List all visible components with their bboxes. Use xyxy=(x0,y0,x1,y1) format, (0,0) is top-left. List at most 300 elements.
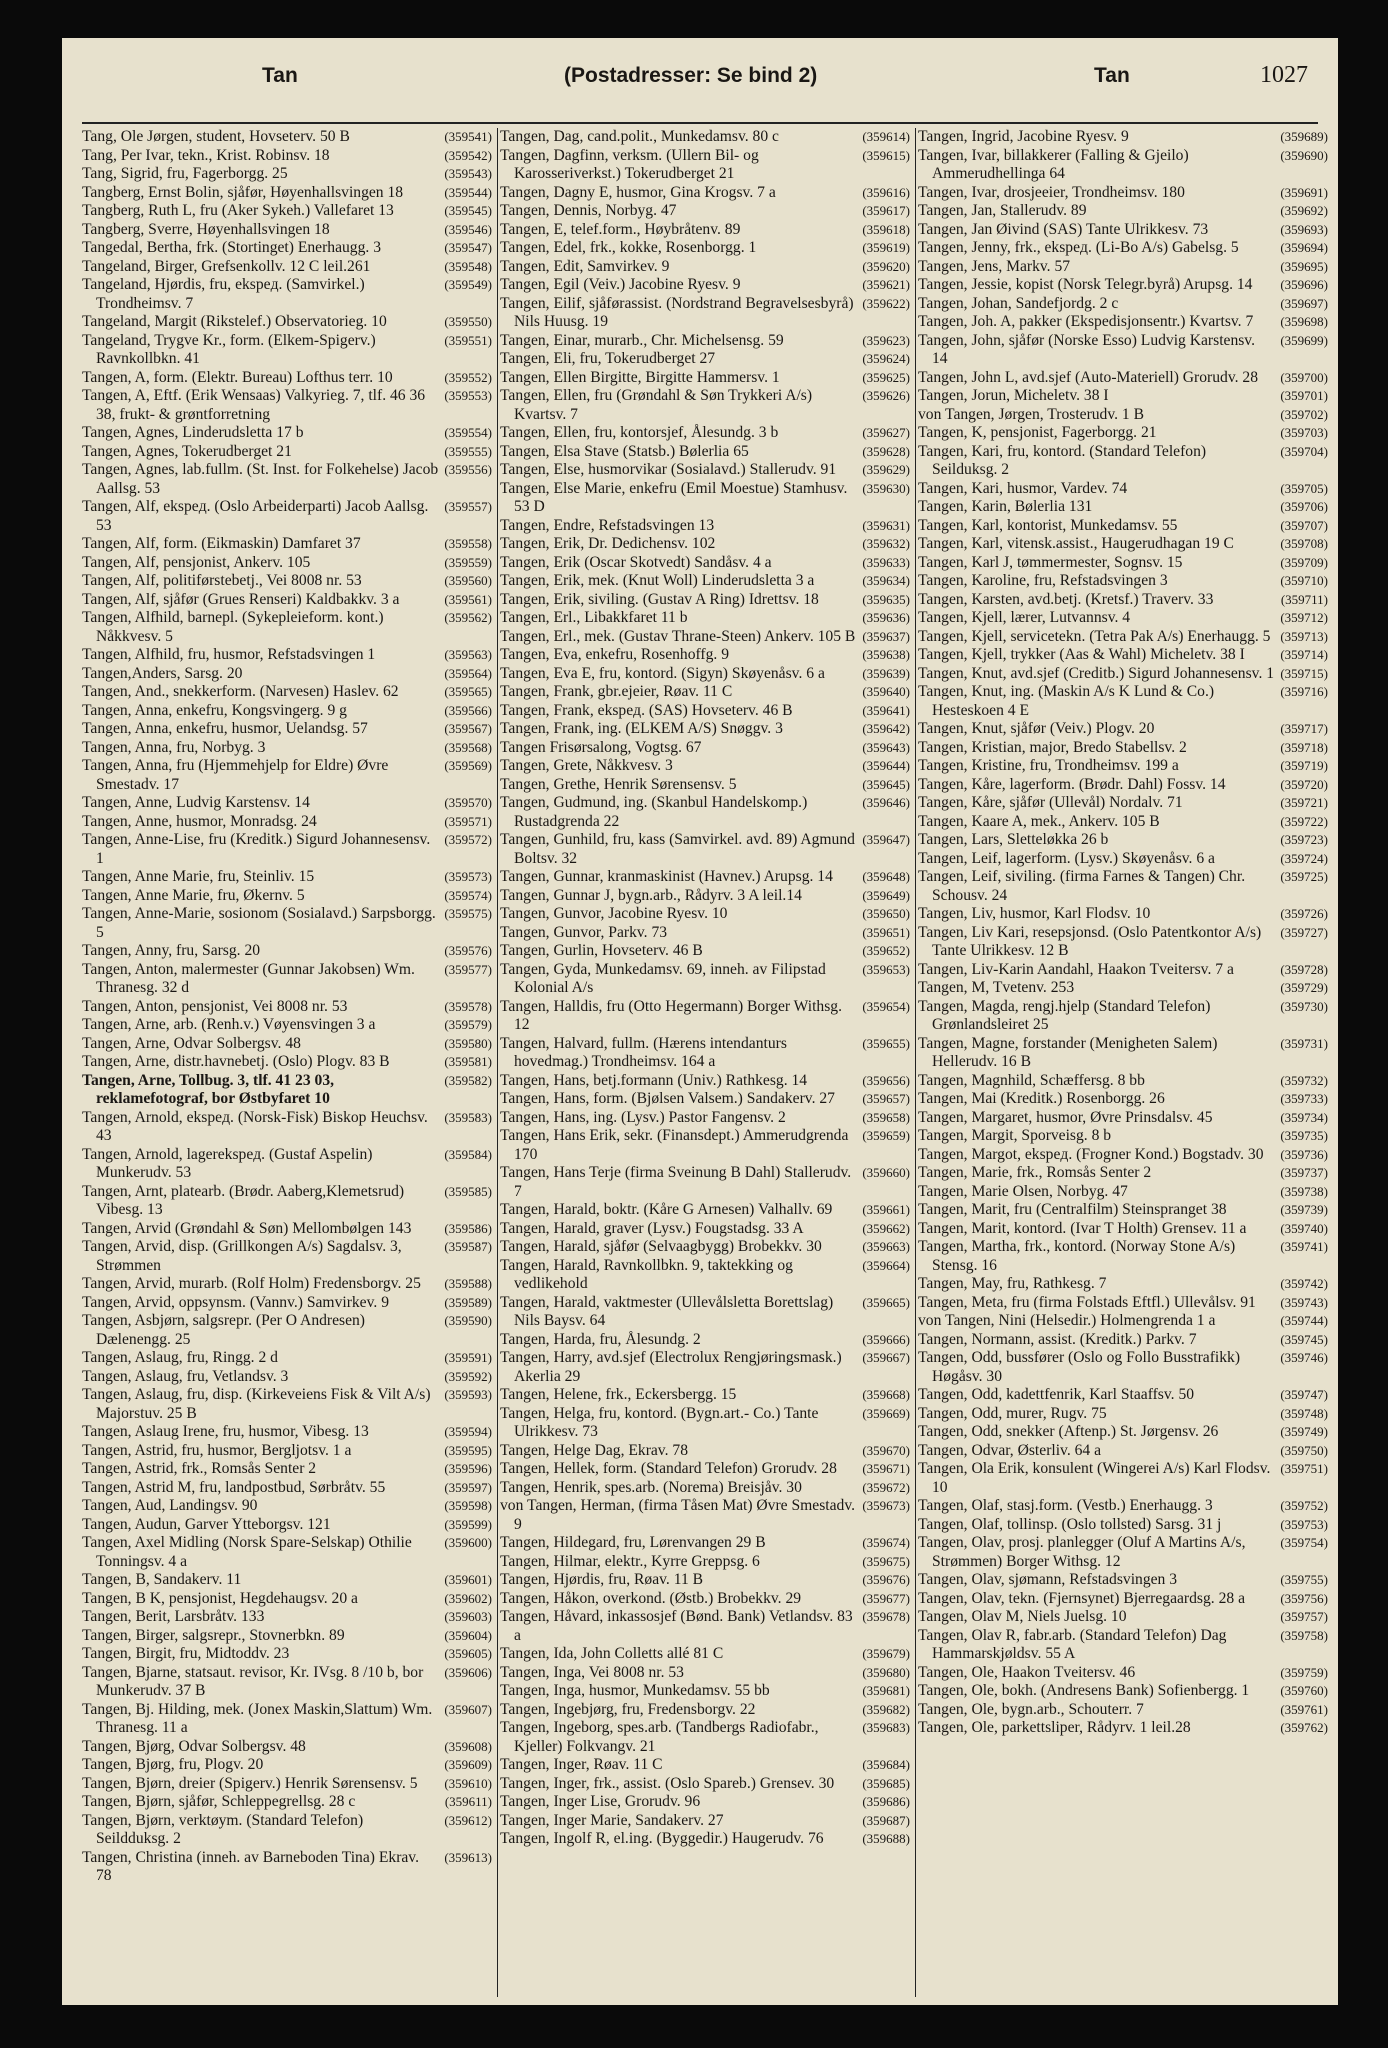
listing-entry xyxy=(500,702,910,721)
entry-text: Tangen, Olav M, Niels Juelsg. 10 xyxy=(918,1608,1127,1625)
listing-entry xyxy=(918,443,1328,480)
entry-number: (359542) xyxy=(444,147,492,163)
entry-text: Tangen, Anna, fru, Norbyg. 3 xyxy=(82,738,266,756)
entry-number: (359667) xyxy=(862,1350,910,1365)
listing-entry xyxy=(918,905,1328,924)
listing-entry xyxy=(500,147,910,184)
listing-entry xyxy=(500,1664,910,1683)
entry-number: (359588) xyxy=(444,1276,492,1291)
listing-entry xyxy=(918,258,1328,277)
entry-number: (359579) xyxy=(444,1017,492,1032)
entry-number: (359690) xyxy=(1280,147,1328,163)
entry-number: (359589) xyxy=(444,1294,492,1310)
listing-entry xyxy=(918,1497,1328,1516)
listing-entry xyxy=(500,1405,910,1442)
entry-number: (359663) xyxy=(862,1239,910,1254)
header-right-keyword: Tan xyxy=(1094,64,1130,87)
listing-entry xyxy=(500,1553,910,1572)
entry-number: (359670) xyxy=(862,1442,910,1458)
entry-number: (359586) xyxy=(444,1220,492,1236)
listing-entry xyxy=(918,1664,1328,1683)
entry-number: (359612) xyxy=(444,1812,492,1828)
entry-number: (359552) xyxy=(444,369,492,385)
entry-text: Tangen, Gyda, Munkedamsv. 69, inneh. av Filipstad Kolonial A/s xyxy=(500,960,826,996)
entry-number: (359662) xyxy=(862,1220,910,1236)
entry-text: Tangen, Inga, husmor, Munkedamsv. 55 bb xyxy=(500,1682,770,1699)
listing-entry xyxy=(918,1405,1328,1424)
entry-text: Tangen, Astrid, fru, husmor, Bergljotsv. 1 a xyxy=(82,1441,352,1459)
entry-text: Tangen, Jan Øivind (SAS) Tante Ulrikkesv. 73 xyxy=(918,220,1209,238)
listing-entry xyxy=(82,1109,492,1146)
entry-text: Tangen, Johan, Sandefjordg. 2 c xyxy=(918,294,1119,312)
entry-number: (359604) xyxy=(444,1627,492,1643)
entry-number: (359762) xyxy=(1280,1720,1328,1735)
listing-entry xyxy=(82,1812,492,1849)
entry-text: Tangen, Ingrid, Jacobine Ryesv. 9 xyxy=(918,128,1129,145)
entry-number: (359591) xyxy=(444,1350,492,1365)
listing-entry xyxy=(918,1701,1328,1720)
entry-number: (359751) xyxy=(1280,1461,1328,1476)
entry-text: Tangen, Odd, kadettfenrik, Karl Staaffsv. 50 xyxy=(918,1386,1195,1403)
entry-text: Tangen, Anna, enkefru, Kongsvingerg. 9 g xyxy=(82,701,347,719)
listing-entry xyxy=(918,591,1328,610)
listing-entry xyxy=(918,1682,1328,1701)
entry-number: (359649) xyxy=(862,887,910,903)
entry-text: Tangen, Jan, Stallerudv. 89 xyxy=(918,202,1087,219)
listing-entry xyxy=(918,572,1328,591)
entry-text: Tangen, Gudmund, ing. (Skanbul Handelskomp.) Rustadgrenda 22 xyxy=(500,794,808,830)
listing-entry xyxy=(82,961,492,998)
listing-entry xyxy=(500,1331,910,1350)
listing-column-2 xyxy=(500,128,910,1997)
entry-text: Tangen, Einar, murarb., Chr. Michelsensg. 59 xyxy=(500,331,784,349)
entry-text: Tangen, Margot, ekspeд. (Frogner Kond.) Bogstadv. 30 xyxy=(918,1145,1264,1163)
entry-text: Tangen, Astrid, frk., Romsås Senter 2 xyxy=(82,1460,317,1477)
entry-text: Tangen, Ellen Birgitte, Birgitte Hammersv. 1 xyxy=(500,368,780,386)
entry-number: (359637) xyxy=(862,628,910,644)
entry-number: (359641) xyxy=(862,702,910,718)
listing-entry xyxy=(500,831,910,868)
entry-number: (359614) xyxy=(862,129,910,144)
entry-number: (359752) xyxy=(1280,1498,1328,1513)
listing-entry xyxy=(500,757,910,776)
entry-number: (359686) xyxy=(862,1794,910,1809)
page-header xyxy=(62,52,1338,92)
listing-entry xyxy=(82,554,492,573)
listing-entry xyxy=(82,1312,492,1349)
entry-number: (359661) xyxy=(862,1202,910,1217)
entry-number: (359696) xyxy=(1280,277,1328,292)
listing-entry xyxy=(500,924,910,943)
entry-text: Tangen, Kaare A, mek., Ankerv. 105 B xyxy=(918,812,1160,830)
listing-entry xyxy=(82,702,492,721)
listing-entry xyxy=(918,868,1328,905)
entry-number: (359573) xyxy=(444,869,492,884)
listing-entry xyxy=(500,1775,910,1794)
entry-number: (359715) xyxy=(1280,665,1328,681)
listing-entry xyxy=(82,998,492,1017)
entry-text: Tangen, Karl J, tømmermester, Sognsv. 15 xyxy=(918,553,1183,571)
entry-text: Tangen, Grete, Nåkkvesv. 3 xyxy=(500,757,673,774)
entry-number: (359616) xyxy=(862,184,910,200)
listing-entry xyxy=(500,332,910,351)
entry-number: (359580) xyxy=(444,1035,492,1051)
entry-text: Tangen, Ivar, drosjeeier, Trondheimsv. 180 xyxy=(918,183,1185,201)
entry-text: Tangen, Margit, Sporveisg. 8 b xyxy=(918,1127,1112,1144)
entry-number: (359629) xyxy=(862,462,910,477)
entry-text: Tangen, Knut, sjåfør (Veiv.) Plogv. 20 xyxy=(918,720,1155,737)
entry-text: Tangen, Erik, mek. (Knut Woll) Linderudsletta 3 a xyxy=(500,572,815,589)
entry-text: Tang, Per Ivar, tekn., Krist. Robinsv. 18 xyxy=(82,146,330,164)
listing-entry xyxy=(82,128,492,147)
entry-text: Tangen, Aslaug, fru, Vetlandsv. 3 xyxy=(82,1367,289,1385)
entry-number: (359617) xyxy=(862,203,910,218)
entry-text: Tangen, Erl., mek. (Gustav Thrane-Steen) Ankerv. 105 B xyxy=(500,627,856,645)
entry-text: Tangen, Birger, salgsrepr., Stovnerbkn. 89 xyxy=(82,1626,345,1644)
entry-text: Tangen, Ole, parkettsliper, Rådyrv. 1 leil.28 xyxy=(918,1719,1191,1736)
entry-number: (359609) xyxy=(444,1757,492,1772)
entry-text: Tangen, Olav R, fabr.arb. (Standard Telefon) Dag Hammarskjøldsv. 55 A xyxy=(918,1626,1227,1662)
entry-number: (359648) xyxy=(862,869,910,884)
entry-text: Tangen, Håvard, inkassosjef (Bønd. Bank) Vetlandsv. 83 a xyxy=(500,1608,853,1644)
entry-number: (359723) xyxy=(1280,832,1328,847)
listing-entry xyxy=(500,776,910,795)
listing-entry xyxy=(918,517,1328,536)
entry-text: Tangen, Ingolf R, el.ing. (Byggedir.) Haugerudv. 76 xyxy=(500,1830,824,1847)
listing-entry xyxy=(500,535,910,554)
entry-text: Tangen, Meta, fru (firma Folstads Eftfl.) Ullevålsv. 91 xyxy=(918,1293,1256,1311)
entry-text: Tangen, B, Sandakerv. 11 xyxy=(82,1571,242,1588)
listing-entry xyxy=(82,1442,492,1461)
listing-entry xyxy=(82,1220,492,1239)
listing-entry xyxy=(918,1516,1328,1535)
listing-entry xyxy=(500,128,910,147)
entry-text: Tangen, Eilif, sjåførassist. (Nordstrand Begravelsesbyrå) Nils Huusg. 19 xyxy=(500,294,854,330)
entry-number: (359675) xyxy=(862,1553,910,1569)
entry-text: Tangeland, Birger, Grefsenkollv. 12 C leil.261 xyxy=(82,257,371,275)
entry-number: (359698) xyxy=(1280,314,1328,329)
entry-number: (359627) xyxy=(862,425,910,440)
entry-text: Tangen, Gurlin, Hovseterv. 46 B xyxy=(500,942,703,959)
listing-entry xyxy=(500,1460,910,1479)
entry-number: (359672) xyxy=(862,1479,910,1495)
listing-entry xyxy=(82,221,492,240)
entry-text: Tangen, Dag, cand.polit., Munkedamsv. 80 c xyxy=(500,128,779,145)
entry-number: (359643) xyxy=(862,739,910,755)
entry-text: Tangen, Ingeborg, spes.arb. (Tandbergs Radiofabr., Kjeller) Folkvangv. 21 xyxy=(500,1719,819,1755)
entry-text: Tangen, Arne, Odvar Solbergsv. 48 xyxy=(82,1034,301,1052)
entry-text: Tangen, Alf, politiførstebetj., Vei 8008 nr. 53 xyxy=(82,572,362,589)
entry-number: (359638) xyxy=(862,647,910,662)
entry-number: (359651) xyxy=(862,924,910,940)
entry-text: Tangen, May, fru, Rathkesg. 7 xyxy=(918,1275,1107,1292)
entry-number: (359684) xyxy=(862,1757,910,1772)
entry-text: Tangen, Arvid, oppsynsm. (Vannv.) Samvirkev. 9 xyxy=(82,1293,389,1311)
listing-entry xyxy=(918,1109,1328,1128)
entry-number: (359685) xyxy=(862,1775,910,1791)
entry-text: von Tangen, Herman, (firma Tåsen Mat) Øvre Smestadv. 9 xyxy=(500,1497,856,1533)
entry-text: Tangen, Inger Marie, Sandakerv. 27 xyxy=(500,1811,724,1829)
entry-number: (359728) xyxy=(1280,961,1328,977)
entry-text: Tangen, Harry, avd.sjef (Electrolux Rengjøringsmask.) Akerlia 29 xyxy=(500,1349,842,1385)
listing-entry xyxy=(82,1016,492,1035)
entry-number: (359713) xyxy=(1280,628,1328,644)
listing-entry xyxy=(82,905,492,942)
entry-number: (359725) xyxy=(1280,869,1328,884)
entry-text: von Tangen, Nini (Helsedir.) Holmengrenda 1 a xyxy=(918,1312,1216,1329)
entry-text: Tangen, Arne, Tollbug. 3, tlf. 41 23 03, reklamefotograf, bor Østbyfaret 10 xyxy=(82,1071,335,1107)
entry-text: Tangen, Halldis, fru (Otto Hegermann) Borger Withsg. 12 xyxy=(500,997,842,1033)
entry-number: (359665) xyxy=(862,1294,910,1310)
listing-entry xyxy=(918,1220,1328,1239)
entry-number: (359737) xyxy=(1280,1165,1328,1180)
listing-entry xyxy=(82,165,492,184)
listing-entry xyxy=(918,221,1328,240)
entry-number: (359605) xyxy=(444,1646,492,1661)
listing-column-1 xyxy=(82,128,492,1997)
listing-entry xyxy=(82,1608,492,1627)
entry-number: (359708) xyxy=(1280,536,1328,551)
entry-number: (359653) xyxy=(862,961,910,977)
entry-number: (359602) xyxy=(444,1590,492,1606)
entry-number: (359652) xyxy=(862,943,910,958)
entry-number: (359738) xyxy=(1280,1183,1328,1199)
listing-entry xyxy=(500,517,910,536)
listing-entry xyxy=(918,1534,1328,1571)
entry-text: Tangen, Erl., Libakkfaret 11 b xyxy=(500,609,688,626)
listing-entry xyxy=(82,813,492,832)
entry-text: Tangen, Alfhild, barnepl. (Sykepleieform. kont.) Nåkkvesv. 5 xyxy=(82,609,384,645)
entry-number: (359650) xyxy=(862,906,910,921)
entry-text: Tangen, Helga, fru, kontord. (Bygn.art.- Co.) Tante Ulrikkesv. 73 xyxy=(500,1404,819,1440)
entry-number: (359575) xyxy=(444,906,492,921)
entry-number: (359553) xyxy=(444,388,492,403)
entry-number: (359694) xyxy=(1280,240,1328,255)
listing-entry xyxy=(500,184,910,203)
entry-text: Tangen, Ingebjørg, fru, Fredensborgv. 22 xyxy=(500,1700,756,1718)
entry-number: (359590) xyxy=(444,1313,492,1328)
listing-entry xyxy=(82,1072,492,1109)
listing-entry xyxy=(500,868,910,887)
entry-text: Tangen, M, Tvetenv. 253 xyxy=(918,979,1075,996)
entry-text: Tangen, Edel, frk., kokke, Rosenborgg. 1 xyxy=(500,239,757,256)
listing-entry xyxy=(82,794,492,813)
entry-number: (359587) xyxy=(444,1239,492,1254)
entry-number: (359639) xyxy=(862,665,910,681)
listing-entry xyxy=(500,1590,910,1609)
listing-entry xyxy=(82,239,492,258)
listing-entry xyxy=(500,1608,910,1645)
entry-text: Tangen, Kristine, fru, Trondheimsv. 199 a xyxy=(918,757,1179,774)
entry-text: Tangen, Inga, Vei 8008 nr. 53 xyxy=(500,1663,684,1681)
entry-text: Tangen, Kristian, major, Bredo Stabellsv. 2 xyxy=(918,738,1187,756)
listing-entry xyxy=(82,1035,492,1054)
listing-entry xyxy=(918,332,1328,369)
listing-entry xyxy=(82,147,492,166)
entry-number: (359681) xyxy=(862,1683,910,1698)
entry-number: (359603) xyxy=(444,1609,492,1624)
entry-text: Tangen, Marit, fru (Centralfilm) Steinspranget 38 xyxy=(918,1201,1227,1218)
entry-number: (359567) xyxy=(444,721,492,736)
entry-text: Tangen, Arne, distr.havnebetj. (Oslo) Plogv. 83 B xyxy=(82,1053,390,1070)
entry-number: (359628) xyxy=(862,443,910,459)
listing-column-3 xyxy=(918,128,1328,1997)
entry-text: Tangen, Hilmar, elektr., Kyrre Greppsg. 6 xyxy=(500,1552,760,1570)
entry-number: (359601) xyxy=(444,1572,492,1587)
listing-entry xyxy=(500,905,910,924)
listing-entry xyxy=(500,1090,910,1109)
listing-entry xyxy=(918,1090,1328,1109)
listing-entry xyxy=(918,924,1328,961)
entry-number: (359636) xyxy=(862,610,910,625)
entry-number: (359760) xyxy=(1280,1683,1328,1698)
entry-text: Tangen, Kåre, lagerform. (Brødr. Dahl) Fossv. 14 xyxy=(918,775,1226,793)
entry-text: Tangen, Anne-Lise, fru (Kreditk.) Sigurd Johannesensv. 1 xyxy=(82,831,431,867)
entry-number: (359658) xyxy=(862,1109,910,1125)
entry-text: Tangen, Kjell, lærer, Lutvannsv. 4 xyxy=(918,609,1131,626)
entry-number: (359593) xyxy=(444,1387,492,1402)
listing-entry xyxy=(918,1627,1328,1664)
entry-text: Tangen, Karl, kontorist, Munkedamsv. 55 xyxy=(918,516,1178,534)
entry-text: Tangen, Ellen, fru, kontorsjef, Ålesundg. 3 b xyxy=(500,424,779,441)
entry-number: (359701) xyxy=(1280,388,1328,403)
entry-number: (359544) xyxy=(444,184,492,200)
entry-number: (359683) xyxy=(862,1720,910,1735)
entry-number: (359549) xyxy=(444,277,492,292)
entry-number: (359691) xyxy=(1280,184,1328,200)
entry-number: (359592) xyxy=(444,1368,492,1384)
listing-entry xyxy=(500,1719,910,1756)
entry-text: Tangen, Gunnar J, bygn.arb., Rådyrv. 3 A leil.14 xyxy=(500,886,802,904)
entry-text: Tangen, Anne, husmor, Monradsg. 24 xyxy=(82,812,317,830)
entry-text: Tangen, Kjell, trykker (Aas & Wahl) Micheletv. 38 I xyxy=(918,646,1245,663)
entry-number: (359709) xyxy=(1280,554,1328,570)
entry-number: (359731) xyxy=(1280,1035,1328,1051)
listing-entry xyxy=(82,1146,492,1183)
listing-entry xyxy=(918,369,1328,388)
entry-text: Tangen, Ole, bygn.arb., Schouterr. 7 xyxy=(918,1700,1144,1718)
entry-number: (359660) xyxy=(862,1165,910,1180)
entry-number: (359748) xyxy=(1280,1405,1328,1421)
listing-entry xyxy=(500,1386,910,1405)
entry-text: Tangen, Anne Marie, fru, Steinliv. 15 xyxy=(82,868,315,885)
entry-text: Tangen, Hans, ing. (Lysv.) Pastor Fangensv. 2 xyxy=(500,1108,786,1126)
entry-number: (359557) xyxy=(444,499,492,514)
entry-text: Tangen, Erik (Oscar Skotvedt) Sandåsv. 4 a xyxy=(500,553,772,571)
entry-number: (359545) xyxy=(444,203,492,218)
entry-number: (359755) xyxy=(1280,1572,1328,1587)
entry-text: Tangen, Leif, lagerform. (Lysv.) Skøyenåsv. 6 a xyxy=(918,849,1215,867)
listing-entry xyxy=(500,1497,910,1534)
listing-entry xyxy=(82,1738,492,1757)
entry-text: Tangen, Ellen, fru (Grøndahl & Søn Trykkeri A/s) Kvartsv. 7 xyxy=(500,387,813,423)
entry-number: (359550) xyxy=(444,314,492,329)
entry-number: (359716) xyxy=(1280,684,1328,699)
entry-number: (359546) xyxy=(444,221,492,237)
entry-text: Tangen, Christina (inneh. av Barneboden Tina) Ekrav. 78 xyxy=(82,1848,419,1884)
entry-text: Tangen, Ida, John Colletts allé 81 C xyxy=(500,1645,724,1662)
entry-number: (359635) xyxy=(862,591,910,607)
listing-entry xyxy=(918,1349,1328,1386)
listing-entry xyxy=(82,443,492,462)
entry-text: Tangen, Dennis, Norbyg. 47 xyxy=(500,202,677,219)
entry-text: Tangen, Olaf, stasj.form. (Vestb.) Enerhaugg. 3 xyxy=(918,1497,1213,1514)
entry-text: Tangen Frisørsalong, Vogtsg. 67 xyxy=(500,738,702,756)
entry-number: (359703) xyxy=(1280,425,1328,440)
entry-text: Tangen, Aslaug Irene, fru, husmor, Vibesg. 13 xyxy=(82,1423,369,1440)
entry-number: (359576) xyxy=(444,943,492,958)
listing-entry xyxy=(918,147,1328,184)
entry-number: (359577) xyxy=(444,961,492,977)
entry-number: (359611) xyxy=(444,1794,492,1809)
listing-entry xyxy=(918,424,1328,443)
entry-number: (359565) xyxy=(444,684,492,699)
listing-entry xyxy=(918,1035,1328,1072)
entry-number: (359647) xyxy=(862,832,910,847)
entry-text: Tangen, Alf, sjåfør (Grues Renseri) Kaldbakkv. 3 a xyxy=(82,590,400,608)
entry-number: (359633) xyxy=(862,554,910,570)
entry-text: Tangen, Harald, graver (Lysv.) Fougstadsg. 33 A xyxy=(500,1219,804,1237)
entry-text: Tangen, Harald, boktr. (Kåre G Arnesen) Valhallv. 69 xyxy=(500,1201,833,1218)
listing-entry xyxy=(918,646,1328,665)
entry-number: (359578) xyxy=(444,998,492,1014)
entry-text: Tangen, Else Marie, enkefru (Emil Moestue) Stamhusv. 53 D xyxy=(500,479,848,515)
listing-entry xyxy=(918,1275,1328,1294)
entry-text: Tangen, Marit, kontord. (Ivar T Holth) Grensev. 11 a xyxy=(918,1219,1247,1237)
entry-text: Tangen, Anna, enkefru, husmor, Uelandsg. 57 xyxy=(82,720,368,737)
entry-text: Tangen, Alf, form. (Eikmaskin) Damfaret 37 xyxy=(82,535,361,552)
entry-number: (359714) xyxy=(1280,647,1328,662)
listing-entry xyxy=(918,776,1328,795)
entry-text: Tangen, Bjørg, fru, Plogv. 20 xyxy=(82,1756,264,1773)
entry-text: Tangberg, Sverre, Høyenhallsvingen 18 xyxy=(82,220,330,238)
entry-number: (359761) xyxy=(1280,1701,1328,1717)
entry-text: Tangen, Dagny E, husmor, Gina Krogsv. 7 a xyxy=(500,183,776,201)
entry-number: (359682) xyxy=(862,1701,910,1717)
listing-entry xyxy=(500,295,910,332)
listing-entry xyxy=(500,1442,910,1461)
entry-number: (359726) xyxy=(1280,906,1328,921)
entry-text: Tangen, Anton, malermester (Gunnar Jakobsen) Wm. Thranesg. 32 d xyxy=(82,960,415,996)
listing-entry xyxy=(918,295,1328,314)
entry-number: (359758) xyxy=(1280,1627,1328,1643)
entry-number: (359583) xyxy=(444,1109,492,1125)
entry-number: (359735) xyxy=(1280,1128,1328,1143)
entry-text: Tangen, Anne-Marie, sosionom (Sosialavd.) Sarpsborgg. 5 xyxy=(82,905,436,941)
listing-entry xyxy=(500,794,910,831)
listing-entry xyxy=(82,1571,492,1590)
entry-number: (359631) xyxy=(862,517,910,533)
entry-text: Tangen, Gunvor, Parkv. 73 xyxy=(500,923,668,941)
listing-entry xyxy=(918,831,1328,850)
listing-entry xyxy=(918,239,1328,258)
listing-entry xyxy=(82,1053,492,1072)
entry-text: Tangen, Alf, pensjonist, Ankerv. 105 xyxy=(82,553,311,571)
entry-text: Tangen, Ole, Haakon Tveitersv. 46 xyxy=(918,1663,1136,1681)
listing-entry xyxy=(82,1479,492,1498)
entry-number: (359724) xyxy=(1280,850,1328,866)
listing-entry xyxy=(500,720,910,739)
entry-text: Tangen, Arvid, murarb. (Rolf Holm) Fredensborgv. 25 xyxy=(82,1275,421,1292)
entry-number: (359745) xyxy=(1280,1331,1328,1347)
entry-number: (359597) xyxy=(444,1479,492,1495)
listing-entry xyxy=(500,998,910,1035)
entry-text: Tangen, Dagfinn, verksm. (Ullern Bil- og Karosseriverkst.) Tokerudberget 21 xyxy=(500,146,759,182)
entry-text: Tangen, Liv-Karin Aandahl, Haakon Tveitersv. 7 a xyxy=(918,960,1234,978)
entry-text: Tangen, Olav, sjømann, Refstadsvingen 3 xyxy=(918,1571,1178,1588)
entry-number: (359630) xyxy=(862,480,910,496)
entry-number: (359596) xyxy=(444,1461,492,1476)
